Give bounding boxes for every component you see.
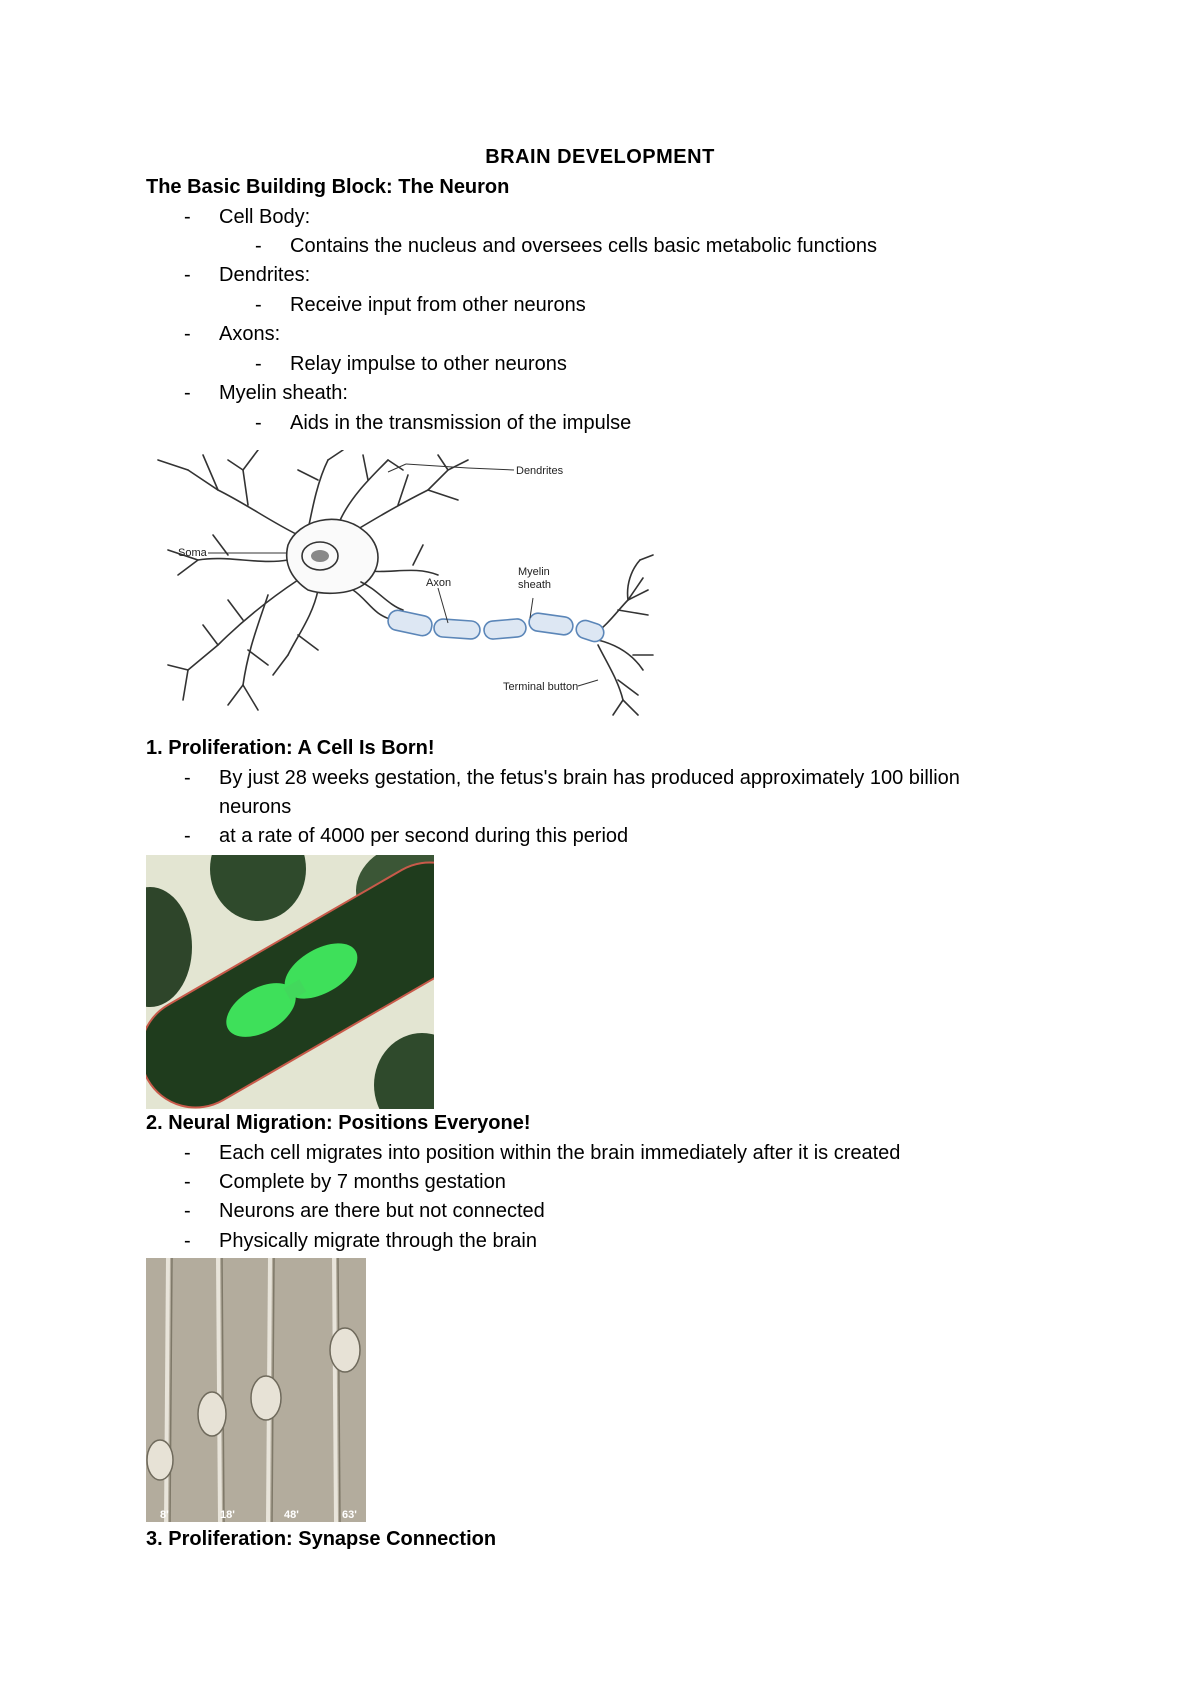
list-item-continued: neurons <box>219 796 292 818</box>
list-item: - at a rate of 4000 per second during this period <box>184 825 629 847</box>
list-item: - Receive input from other neurons <box>255 294 586 316</box>
list-item: - Physically migrate through the brain <box>184 1230 537 1252</box>
list-item: - Neurons are there but not connected <box>184 1200 545 1222</box>
list-item: - Cell Body: <box>184 206 311 228</box>
label-sheath: sheath <box>518 579 552 591</box>
photo-label: 8' <box>160 1509 169 1521</box>
list-item: - Dendrites: <box>184 264 311 286</box>
list-item: - Myelin sheath: <box>184 382 348 404</box>
migration-heading: 2. Neural Migration: Positions Everyone! <box>146 1112 531 1134</box>
photo-label: 48' <box>284 1509 299 1521</box>
list-item: - Each cell migrates into position within the brain immediately after it is created <box>184 1142 901 1164</box>
neural-migration-photo <box>146 1258 366 1522</box>
page-title: BRAIN DEVELOPMENT <box>485 146 715 168</box>
label-dendrites: Dendrites <box>516 465 564 477</box>
list-item: - Complete by 7 months gestation <box>184 1171 506 1193</box>
list-item: - Relay impulse to other neurons <box>255 353 567 375</box>
synapse-heading: 3. Proliferation: Synapse Connection <box>146 1528 497 1550</box>
label-myelin: Myelin <box>518 566 550 578</box>
neuron-heading: The Basic Building Block: The Neuron <box>146 176 510 198</box>
proliferation-heading: 1. Proliferation: A Cell Is Born! <box>146 737 435 759</box>
cell-division-photo <box>146 855 434 1109</box>
label-soma: Soma <box>178 547 207 559</box>
list-item: - By just 28 weeks gestation, the fetus's brain has produced approximately 100 billion <box>184 767 960 789</box>
neuron-diagram <box>148 450 658 722</box>
list-item: - Axons: <box>184 323 281 345</box>
photo-label: 63' <box>342 1509 357 1521</box>
photo-label: 18' <box>220 1509 235 1521</box>
label-terminal-button: Terminal button <box>503 681 579 693</box>
label-axon: Axon <box>426 577 452 589</box>
list-item: - Contains the nucleus and oversees cells basic metabolic functions <box>255 235 877 257</box>
list-item: - Aids in the transmission of the impulse <box>255 412 632 434</box>
